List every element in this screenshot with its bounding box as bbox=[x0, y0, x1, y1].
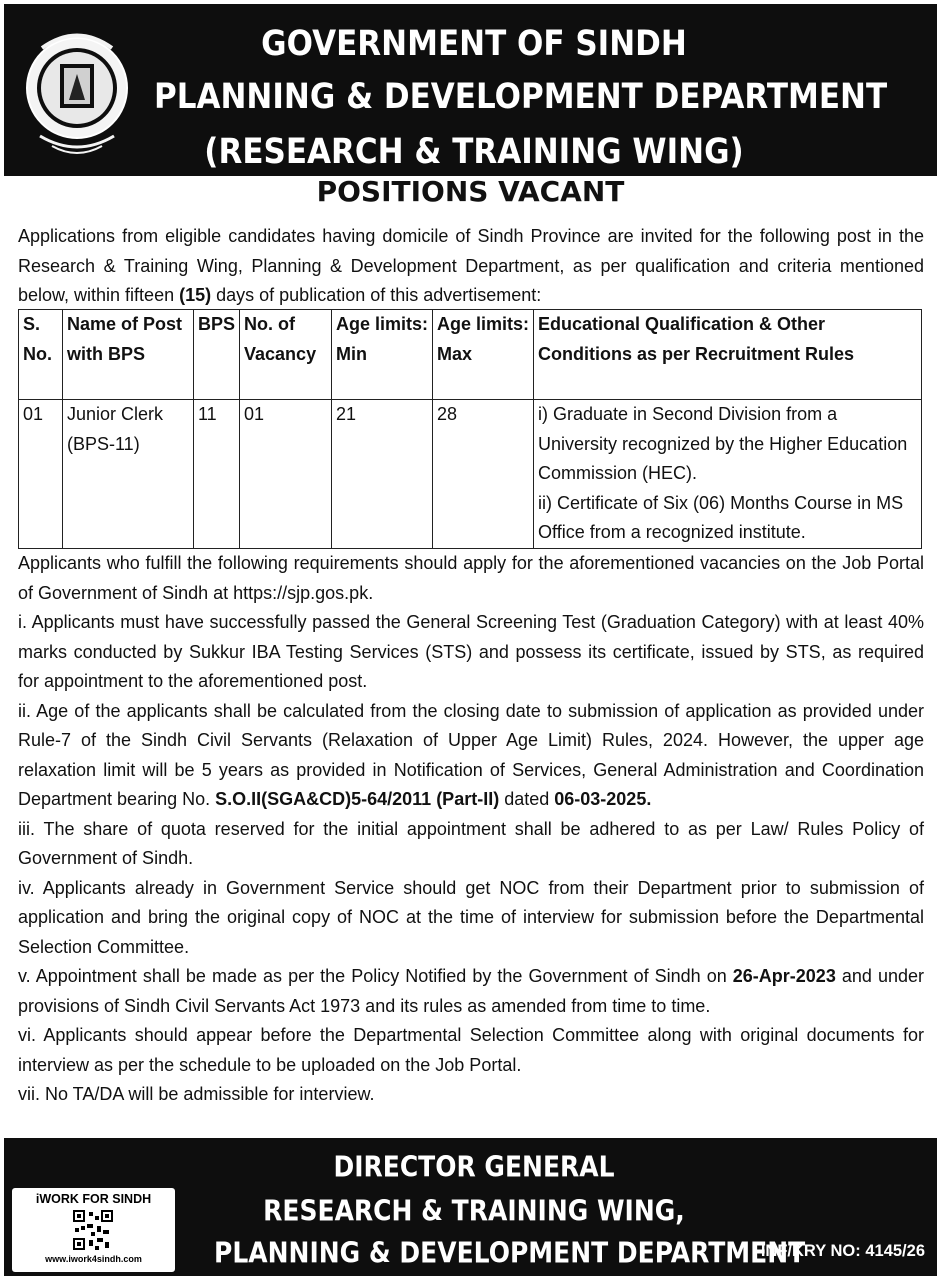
requirement-v-after: and under provisions of Sindh Civil Servants Act 1973 and its rules as amended from time to time. bbox=[18, 966, 925, 1016]
requirements-section bbox=[18, 549, 924, 1110]
table-row bbox=[19, 400, 922, 549]
qualification-item-2: ii) Certificate of Six (06) Months Course in MS Office from a recognized institute. bbox=[538, 492, 904, 542]
cell-sno: 01 bbox=[19, 400, 63, 549]
apply-instruction: Applicants who fulfill the following requirements should apply for the aforementioned vacancies on the Job Portal of Government of Sindh at https://sjp.gos.pk. bbox=[18, 553, 924, 603]
requirement-ii bbox=[18, 697, 924, 815]
col-header-qualification: Educational Qualification & Other Conditions as per Recruitment Rules bbox=[534, 310, 922, 400]
requirement-iv: iv. Applicants already in Government Service should get NOC from their Department prior to submission of application and bring the original copy of NOC at the time of interview for submission before the Departmental Selection Committee. bbox=[18, 877, 924, 957]
header-line-1: GOVERNMENT OF SINDH bbox=[261, 23, 687, 65]
intro-days: (15) bbox=[179, 285, 212, 305]
footer-banner bbox=[4, 1138, 937, 1276]
badge-title: iWORK FOR SINDH bbox=[35, 1192, 152, 1206]
requirement-iii: iii. The share of quota reserved for the initial appointment shall be adhered to as per Law/ Rules Policy of Government of Sindh. bbox=[18, 818, 924, 868]
col-header-age-min: Age limits: Min bbox=[332, 310, 433, 400]
footer-line-2: RESEARCH & TRAINING WING, bbox=[263, 1193, 685, 1228]
requirement-v-text: v. Appointment shall be made as per the Policy Notified by the Government of Sindh on bbox=[18, 966, 733, 986]
cell-age-max: 28 bbox=[433, 400, 534, 549]
footer-line-1: DIRECTOR GENERAL bbox=[333, 1149, 615, 1184]
col-header-vacancy: No. of Vacancy bbox=[240, 310, 332, 400]
notification-date: 06-03-2025. bbox=[554, 789, 652, 809]
iwork-for-sindh-badge[interactable] bbox=[12, 1188, 175, 1272]
cell-bps: 11 bbox=[194, 400, 240, 549]
footer-line-3: PLANNING & DEVELOPMENT DEPARTMENT bbox=[214, 1235, 806, 1270]
qr-code-icon bbox=[73, 1210, 113, 1250]
table-header-row bbox=[19, 310, 922, 400]
policy-date: 26-Apr-2023 bbox=[732, 966, 836, 986]
requirement-ii-mid: dated bbox=[499, 789, 555, 809]
col-header-age-max: Age limits: Max bbox=[433, 310, 534, 400]
intro-text: Applications from eligible candidates having domicile of Sindh Province are invited for the following post in the Research & Training Wing, Planning & Development Department, as per qualification and criteria mentioned below, within fifteen bbox=[18, 226, 924, 305]
qualification-item-1: i) Graduate in Second Division from a University recognized by the Higher Education Commission (HEC). bbox=[538, 404, 908, 483]
col-header-sno: S. No. bbox=[19, 310, 63, 400]
intro-paragraph bbox=[18, 222, 924, 311]
requirement-ii-text: ii. Age of the applicants shall be calculated from the closing date to submission of application as provided under Rule-7 of the Sindh Civil Servants (Relaxation of Upper Age Limit) Rules, 2024. However, the upper age relaxation limit will be 5 years as provided in Notification of Services, General Administration and Coordination Department bearing No. bbox=[18, 700, 924, 809]
positions-table bbox=[18, 309, 922, 549]
cell-age-min: 21 bbox=[332, 400, 433, 549]
requirement-vii: vii. No TA/DA will be admissible for interview. bbox=[18, 1084, 375, 1104]
notification-number: S.O.II(SGA&CD)5-64/2011 (Part-II) bbox=[215, 789, 500, 809]
cell-post: Junior Clerk (BPS-11) bbox=[63, 400, 194, 549]
intro-text-end: days of publication of this advertisement: bbox=[211, 285, 542, 305]
header-banner bbox=[4, 4, 937, 176]
inf-number: INF/KRY NO: 4145/26 bbox=[760, 1242, 925, 1260]
header-line-3: (RESEARCH & TRAINING WING) bbox=[204, 131, 744, 173]
government-of-sindh-seal-icon bbox=[22, 18, 132, 166]
page-title: POSITIONS VACANT bbox=[316, 175, 625, 208]
cell-qualification bbox=[534, 400, 922, 549]
col-header-bps: BPS bbox=[194, 310, 240, 400]
header-line-2: PLANNING & DEVELOPMENT DEPARTMENT bbox=[154, 76, 888, 118]
requirement-v bbox=[18, 962, 924, 1021]
col-header-post: Name of Post with BPS bbox=[63, 310, 194, 400]
requirement-vi: vi. Applicants should appear before the Departmental Selection Committee along with original documents for interview as per the schedule to be uploaded on the Job Portal. bbox=[18, 1025, 924, 1075]
requirement-i: i. Applicants must have successfully passed the General Screening Test (Graduation Category) with at least 40% marks conducted by Sukkur IBA Testing Services (STS) and possess its certificate, issued by STS, as required for appointment to the aforementioned post. bbox=[18, 612, 924, 691]
cell-vacancy: 01 bbox=[240, 400, 332, 549]
badge-url[interactable]: www.iwork4sindh.com bbox=[45, 1254, 142, 1264]
